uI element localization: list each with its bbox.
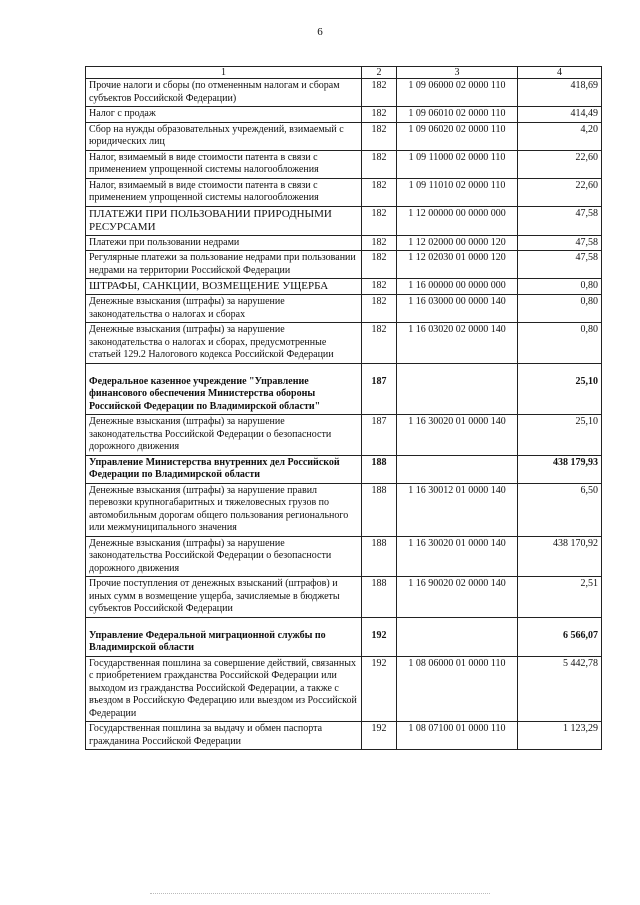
row-name-text: Налог, взимаемый в виде стоимости патента в связи с применением упрощенной системы налогообложения bbox=[89, 179, 319, 203]
row-amount bbox=[518, 455, 602, 483]
row-budget-code bbox=[397, 150, 518, 178]
row-name bbox=[86, 656, 362, 722]
row-amount bbox=[518, 79, 602, 107]
row-budget-code bbox=[397, 178, 518, 206]
row-admin-code-text: 192 bbox=[371, 723, 387, 734]
scan-artifact-line bbox=[150, 893, 490, 896]
table-row bbox=[86, 722, 602, 750]
table-row bbox=[86, 178, 602, 206]
revenue-table bbox=[85, 66, 602, 750]
row-admin-code bbox=[362, 656, 397, 722]
row-budget-code bbox=[397, 279, 518, 295]
row-amount bbox=[518, 617, 602, 656]
row-admin-code-text: 182 bbox=[371, 252, 387, 263]
row-admin-code bbox=[362, 178, 397, 206]
row-name bbox=[86, 722, 362, 750]
table-row bbox=[86, 483, 602, 536]
row-admin-code bbox=[362, 577, 397, 618]
header-col-4: 4 bbox=[518, 67, 602, 79]
row-budget-code bbox=[397, 295, 518, 323]
row-amount-text: 6,50 bbox=[580, 484, 598, 496]
row-name bbox=[86, 536, 362, 577]
row-amount-text: 438 179,93 bbox=[553, 456, 598, 468]
row-admin-code bbox=[362, 107, 397, 123]
row-admin-code-text: 187 bbox=[371, 416, 387, 427]
row-amount bbox=[518, 363, 602, 415]
row-name-text: Налог, взимаемый в виде стоимости патента в связи с применением упрощенной системы налогообложения bbox=[89, 151, 319, 175]
row-amount-text: 0,80 bbox=[580, 280, 598, 291]
table-header-row bbox=[86, 67, 602, 79]
row-name-text: Федеральное казенное учреждение "Управление финансового обеспечения Министерства обороны Российской Федерации по Владимирской области" bbox=[89, 375, 321, 412]
row-amount-text: 4,20 bbox=[580, 123, 598, 135]
row-name bbox=[86, 122, 362, 150]
row-amount-text: 418,69 bbox=[570, 80, 598, 91]
row-admin-code bbox=[362, 617, 397, 656]
row-admin-code bbox=[362, 251, 397, 279]
row-admin-code bbox=[362, 122, 397, 150]
table-row bbox=[86, 206, 602, 235]
row-amount bbox=[518, 150, 602, 178]
table-row bbox=[86, 279, 602, 295]
row-budget-code bbox=[397, 656, 518, 722]
row-admin-code bbox=[362, 415, 397, 456]
row-amount-text: 25,10 bbox=[575, 416, 598, 427]
row-amount-text: 47,58 bbox=[575, 236, 598, 248]
row-amount bbox=[518, 206, 602, 235]
row-admin-code-text: 182 bbox=[371, 80, 387, 91]
row-admin-code bbox=[362, 323, 397, 364]
row-budget-code bbox=[397, 483, 518, 536]
row-name bbox=[86, 251, 362, 279]
row-budget-code-text: 1 16 30020 01 0000 140 bbox=[408, 537, 506, 549]
row-budget-code-text: 1 16 03020 02 0000 140 bbox=[408, 324, 506, 335]
table-row bbox=[86, 363, 602, 415]
row-budget-code bbox=[397, 577, 518, 618]
row-amount bbox=[518, 295, 602, 323]
table-row bbox=[86, 656, 602, 722]
row-name bbox=[86, 279, 362, 295]
row-amount-text: 0,80 bbox=[580, 324, 598, 335]
row-admin-code-text: 188 bbox=[371, 456, 387, 468]
row-admin-code-text: 182 bbox=[371, 296, 387, 307]
row-amount-text: 1 123,29 bbox=[563, 723, 598, 734]
row-amount bbox=[518, 577, 602, 618]
row-admin-code-text: 182 bbox=[371, 123, 387, 135]
row-admin-code bbox=[362, 206, 397, 235]
page-number: 6 bbox=[317, 26, 323, 38]
row-amount-text: 22,60 bbox=[575, 151, 598, 163]
row-name-text: Денежные взыскания (штрафы) за нарушение законодательства Российской Федерации о безопасности дорожного движения bbox=[89, 537, 332, 574]
table-row bbox=[86, 79, 602, 107]
row-budget-code-text: 1 12 02030 01 0000 120 bbox=[408, 252, 506, 263]
row-amount-text: 25,10 bbox=[575, 375, 598, 387]
row-name-text: Сбор на нужды образовательных учреждений, взимаемый с юридических лиц bbox=[89, 123, 344, 147]
row-budget-code bbox=[397, 206, 518, 235]
row-admin-code-text: 192 bbox=[371, 629, 387, 641]
row-amount-text: 414,49 bbox=[570, 108, 598, 119]
row-name bbox=[86, 79, 362, 107]
row-budget-code bbox=[397, 107, 518, 123]
row-admin-code-text: 192 bbox=[371, 657, 387, 669]
row-name-text: ШТРАФЫ, САНКЦИИ, ВОЗМЕЩЕНИЕ УЩЕРБА bbox=[89, 280, 329, 292]
row-name bbox=[86, 235, 362, 251]
row-amount-text: 6 566,07 bbox=[563, 629, 598, 641]
header-col-1: 1 bbox=[86, 67, 362, 79]
row-admin-code-text: 187 bbox=[371, 375, 387, 387]
row-name-text: Государственная пошлина за совершение действий, связанных с приобретением гражданства Российской Федерации или выходом из гражданства Российской Федерации, а также с въездом в Российскую Федерацию или выездом из Российской Федерации bbox=[89, 657, 357, 719]
row-budget-code-text: 1 09 11000 02 0000 110 bbox=[408, 151, 506, 163]
row-budget-code-text: 1 12 00000 00 0000 000 bbox=[408, 207, 506, 219]
row-name-text: Управление Министерства внутренних дел Российской Федерации по Владимирской области bbox=[89, 456, 340, 480]
row-admin-code-text: 188 bbox=[371, 484, 387, 496]
row-name-text: Управление Федеральной миграционной службы по Владимирской области bbox=[89, 629, 326, 653]
table-row bbox=[86, 251, 602, 279]
row-admin-code-text: 182 bbox=[371, 280, 387, 291]
table-row bbox=[86, 235, 602, 251]
row-amount-text: 47,58 bbox=[575, 207, 598, 219]
row-admin-code-text: 188 bbox=[371, 578, 387, 589]
row-amount bbox=[518, 415, 602, 456]
row-budget-code-text: 1 09 06010 02 0000 110 bbox=[408, 108, 506, 119]
row-name bbox=[86, 415, 362, 456]
row-budget-code-text: 1 16 03000 00 0000 140 bbox=[408, 296, 506, 307]
row-name-text: ПЛАТЕЖИ ПРИ ПОЛЬЗОВАНИИ ПРИРОДНЫМИ РЕСУРСАМИ bbox=[89, 207, 332, 233]
row-amount bbox=[518, 483, 602, 536]
row-name bbox=[86, 363, 362, 415]
table-row bbox=[86, 323, 602, 364]
row-admin-code-text: 182 bbox=[371, 108, 387, 119]
row-name bbox=[86, 206, 362, 235]
row-admin-code-text: 182 bbox=[371, 151, 387, 163]
row-name bbox=[86, 295, 362, 323]
row-admin-code bbox=[362, 722, 397, 750]
table-row bbox=[86, 150, 602, 178]
row-amount-text: 47,58 bbox=[575, 252, 598, 263]
table-row bbox=[86, 415, 602, 456]
row-amount bbox=[518, 235, 602, 251]
table-row bbox=[86, 295, 602, 323]
row-amount-text: 0,80 bbox=[580, 296, 598, 307]
row-name-text: Денежные взыскания (штрафы) за нарушение законодательства Российской Федерации о безопасности дорожного движения bbox=[89, 416, 332, 452]
row-budget-code bbox=[397, 455, 518, 483]
row-amount-text: 2,51 bbox=[580, 578, 598, 589]
row-budget-code-text: 1 16 30020 01 0000 140 bbox=[408, 416, 506, 427]
row-budget-code-text: 1 12 02000 00 0000 120 bbox=[408, 236, 506, 248]
row-name-text: Денежные взыскания (штрафы) за нарушение правил перевозки крупногабаритных и тяжеловесных грузов по автомобильным дорогам общего пользования регионального или межмуниципального значения bbox=[89, 484, 349, 533]
row-budget-code-text: 1 09 11010 02 0000 110 bbox=[408, 179, 506, 191]
row-admin-code bbox=[362, 483, 397, 536]
table-row bbox=[86, 107, 602, 123]
table-row bbox=[86, 455, 602, 483]
row-amount-text: 438 170,92 bbox=[553, 537, 598, 549]
row-budget-code bbox=[397, 251, 518, 279]
row-admin-code-text: 182 bbox=[371, 324, 387, 335]
row-amount bbox=[518, 722, 602, 750]
row-amount bbox=[518, 656, 602, 722]
row-budget-code-text: 1 08 07100 01 0000 110 bbox=[408, 723, 506, 734]
row-amount bbox=[518, 536, 602, 577]
header-col-3: 3 bbox=[397, 67, 518, 79]
row-budget-code bbox=[397, 617, 518, 656]
row-budget-code-text: 1 09 06000 02 0000 110 bbox=[408, 80, 506, 91]
row-name-text: Государственная пошлина за выдачу и обмен паспорта гражданина Российской Федерации bbox=[89, 723, 323, 747]
row-budget-code bbox=[397, 363, 518, 415]
row-admin-code-text: 182 bbox=[371, 236, 387, 248]
row-name-text: Денежные взыскания (штрафы) за нарушение законодательства о налогах и сборах bbox=[89, 296, 285, 320]
row-admin-code bbox=[362, 235, 397, 251]
row-name-text: Налог с продаж bbox=[89, 108, 156, 119]
row-budget-code bbox=[397, 122, 518, 150]
row-budget-code bbox=[397, 323, 518, 364]
row-budget-code bbox=[397, 722, 518, 750]
table-row bbox=[86, 577, 602, 618]
row-name bbox=[86, 455, 362, 483]
row-admin-code bbox=[362, 295, 397, 323]
row-amount bbox=[518, 251, 602, 279]
row-name-text: Платежи при пользовании недрами bbox=[89, 236, 240, 248]
row-amount bbox=[518, 178, 602, 206]
row-budget-code-text: 1 08 06000 01 0000 110 bbox=[408, 657, 506, 669]
row-amount bbox=[518, 122, 602, 150]
row-name bbox=[86, 178, 362, 206]
row-amount bbox=[518, 323, 602, 364]
row-admin-code-text: 182 bbox=[371, 179, 387, 191]
row-budget-code-text: 1 16 00000 00 0000 000 bbox=[408, 280, 506, 291]
table-row bbox=[86, 617, 602, 656]
table-body bbox=[86, 79, 602, 750]
row-admin-code bbox=[362, 363, 397, 415]
row-amount bbox=[518, 107, 602, 123]
row-amount-text: 5 442,78 bbox=[563, 657, 598, 669]
row-amount bbox=[518, 279, 602, 295]
row-admin-code bbox=[362, 536, 397, 577]
row-name bbox=[86, 577, 362, 618]
row-name bbox=[86, 483, 362, 536]
row-budget-code bbox=[397, 235, 518, 251]
row-admin-code bbox=[362, 79, 397, 107]
row-admin-code-text: 182 bbox=[371, 207, 387, 219]
row-admin-code bbox=[362, 279, 397, 295]
row-name-text: Прочие налоги и сборы (по отмененным налогам и сборам субъектов Российской Федерации) bbox=[89, 80, 340, 104]
table-row bbox=[86, 122, 602, 150]
row-name-text: Прочие поступления от денежных взысканий (штрафов) и иных сумм в возмещение ущерба, зачисляемые в бюджеты субъектов Российской Федерации bbox=[89, 578, 340, 614]
row-budget-code bbox=[397, 536, 518, 577]
row-name-text: Денежные взыскания (штрафы) за нарушение законодательства о налогах и сборах, предусмотренные статьей 129.2 Налогового кодекса Российской Федерации bbox=[89, 324, 334, 360]
row-name bbox=[86, 150, 362, 178]
row-budget-code bbox=[397, 79, 518, 107]
row-admin-code bbox=[362, 150, 397, 178]
row-budget-code-text: 1 09 06020 02 0000 110 bbox=[408, 123, 506, 135]
row-name-text: Регулярные платежи за пользование недрами при пользовании недрами на территории Российской Федерации bbox=[89, 252, 356, 276]
row-admin-code-text: 188 bbox=[371, 537, 387, 549]
table-row bbox=[86, 536, 602, 577]
row-budget-code-text: 1 16 90020 02 0000 140 bbox=[408, 578, 506, 589]
row-admin-code bbox=[362, 455, 397, 483]
row-name bbox=[86, 617, 362, 656]
row-name bbox=[86, 323, 362, 364]
row-budget-code bbox=[397, 415, 518, 456]
row-amount-text: 22,60 bbox=[575, 179, 598, 191]
row-name bbox=[86, 107, 362, 123]
row-budget-code-text: 1 16 30012 01 0000 140 bbox=[408, 484, 506, 496]
header-col-2: 2 bbox=[362, 67, 397, 79]
